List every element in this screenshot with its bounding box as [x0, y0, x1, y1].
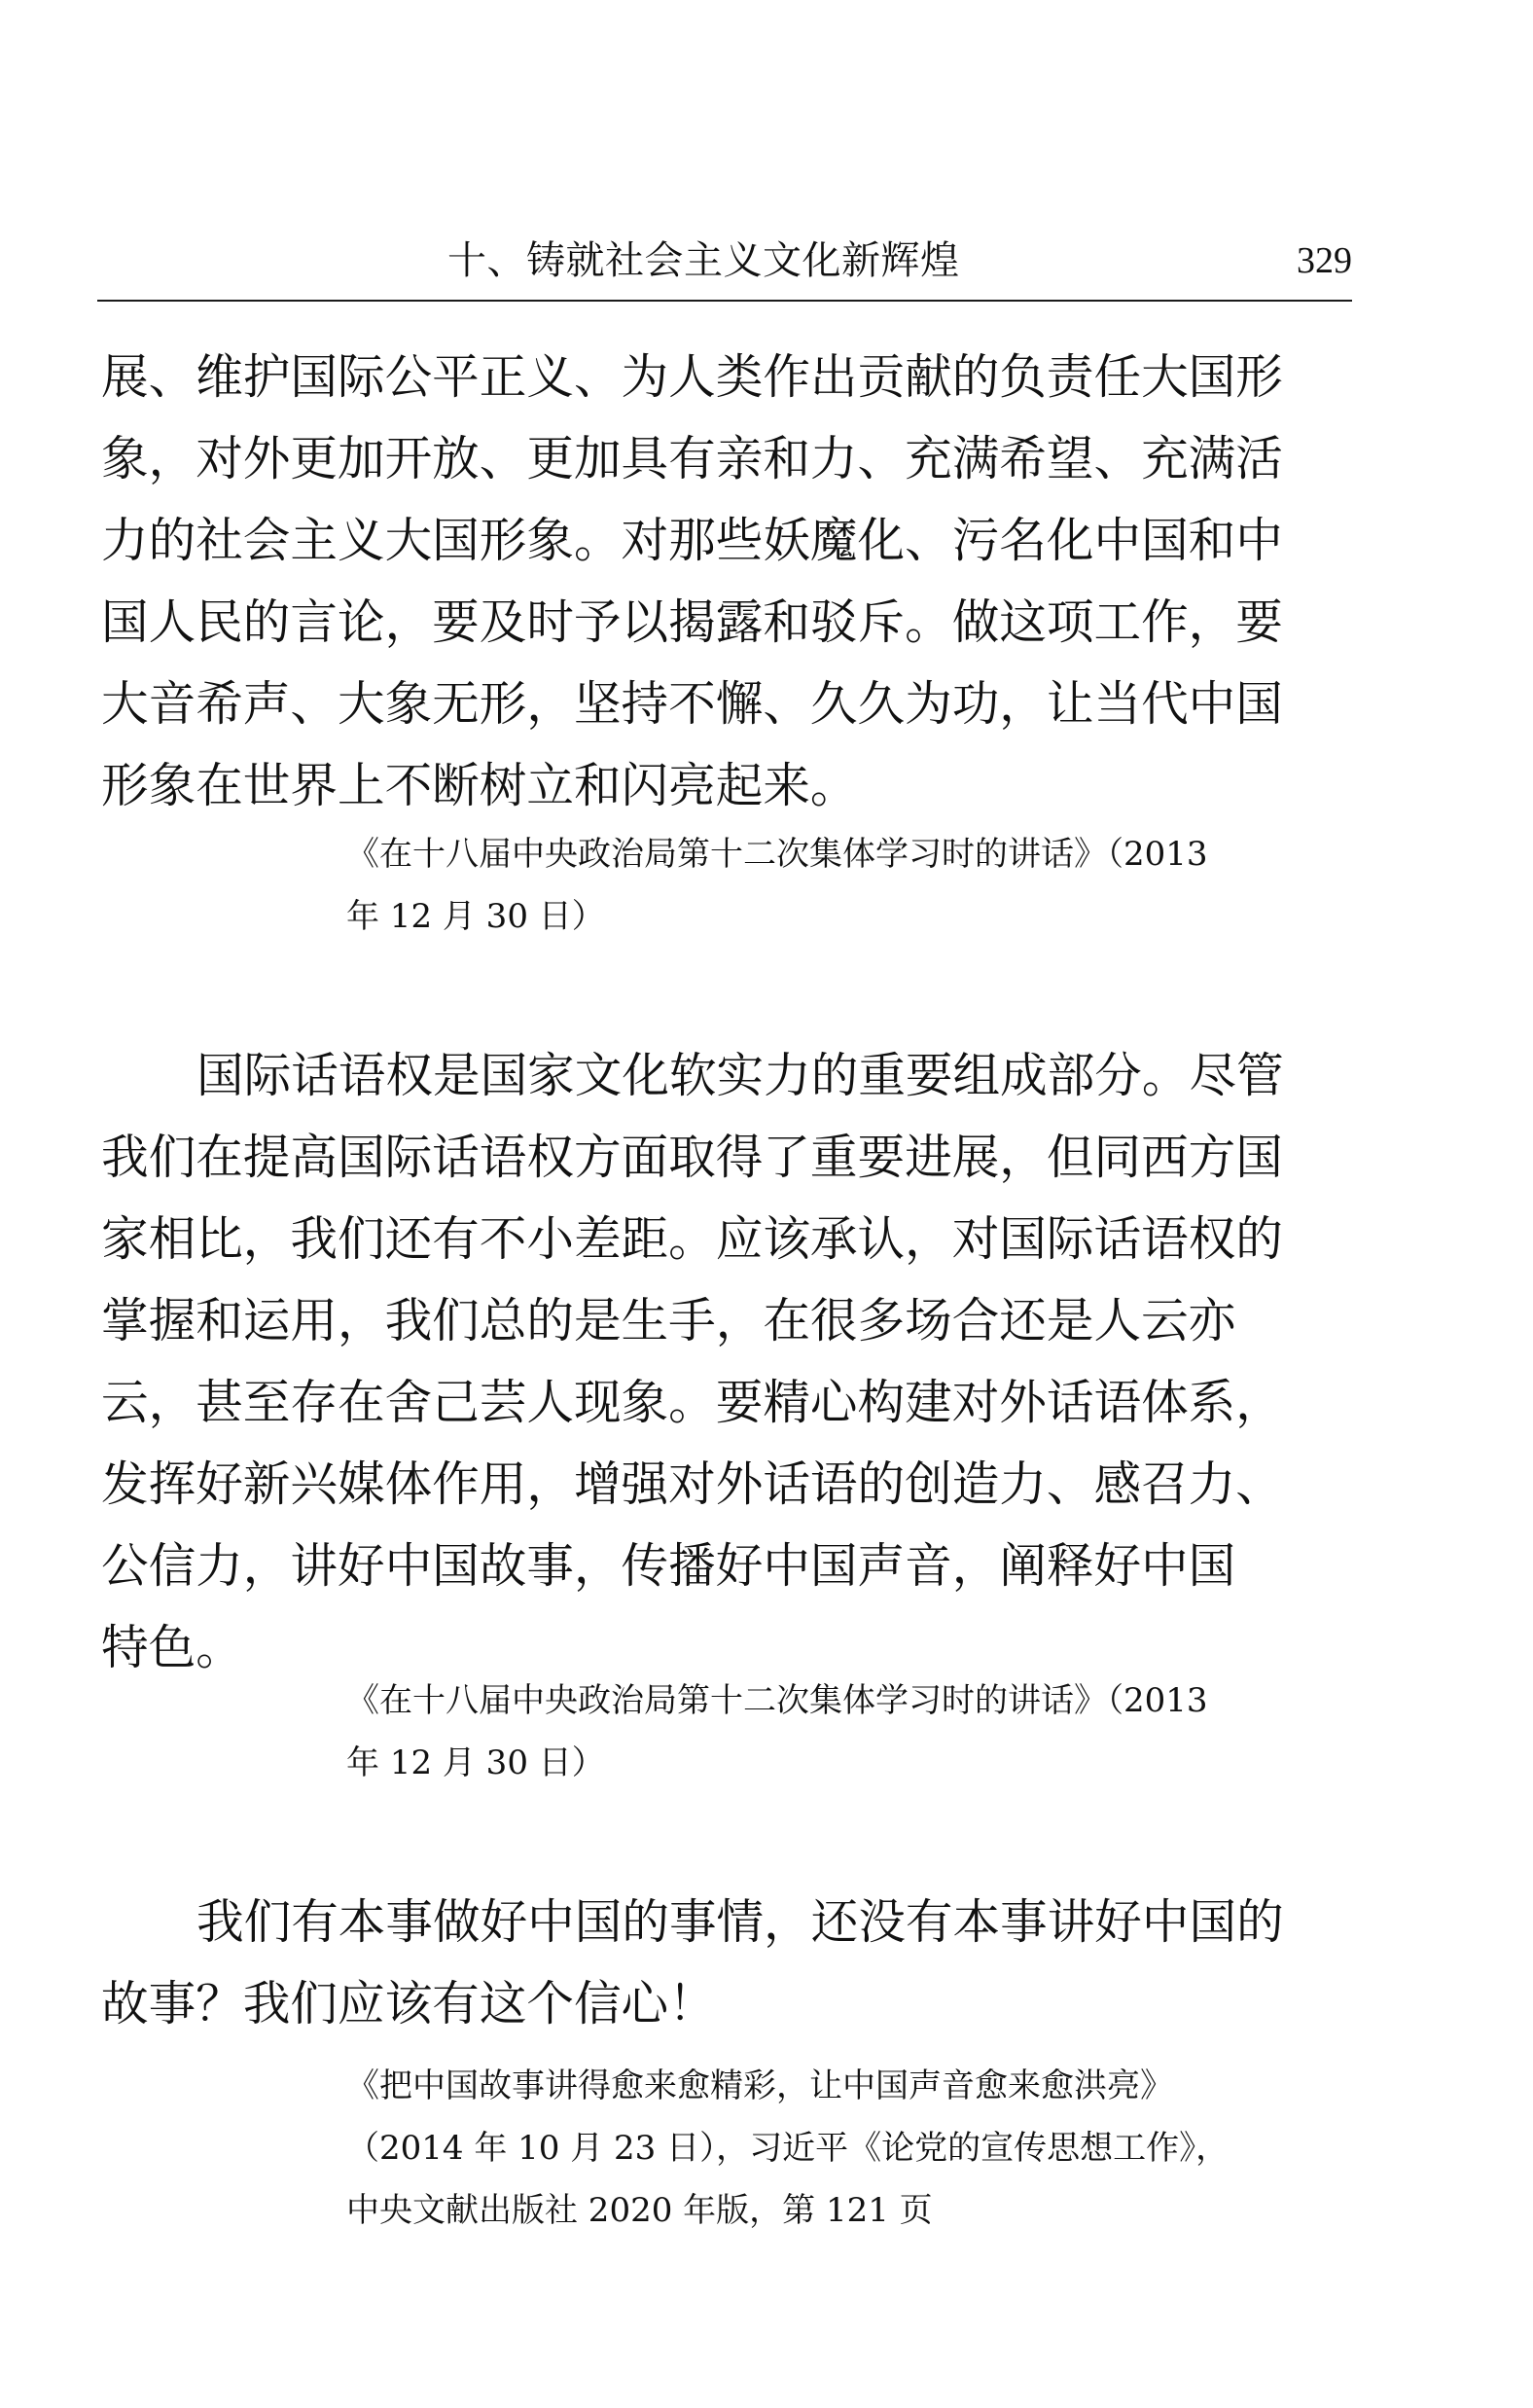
header-rule	[97, 300, 1352, 302]
text-line: 力的社会主义大国形象。对那些妖魔化、污名化中国和中	[101, 514, 1283, 568]
text-line: 大音希声、大象无形，坚持不懈、久久为功，让当代中国	[101, 677, 1283, 732]
text-line: 云，甚至存在舍己芸人现象。要精心构建对外话语体系，	[101, 1376, 1283, 1430]
text-line: 国际话语权是国家文化软实力的重要组成部分。尽管	[196, 1049, 1284, 1103]
citation-line: 年 12 月 30 日）	[346, 897, 605, 936]
passage-2-text	[101, 1035, 1348, 1689]
chapter-title: 十、铸就社会主义文化新辉煌	[447, 238, 960, 283]
text-line: 发挥好新兴媒体作用，增强对外话语的创造力、感召力、	[101, 1457, 1283, 1512]
text-line: 象，对外更加开放、更加具有亲和力、充满希望、充满活	[101, 432, 1283, 486]
citation-line: 中央文献出版社 2020 年版，第 121 页	[346, 2191, 933, 2230]
text-line: 公信力，讲好中国故事，传播好中国声音，阐释好中国	[101, 1539, 1236, 1594]
citation-line: 《在十八届中央政治局第十二次集体学习时的讲话》（2013	[346, 1681, 1208, 1720]
text-line: 形象在世界上不断树立和闪亮起来。	[101, 759, 858, 813]
passage-1-citation	[346, 823, 1358, 948]
citation-line: 《把中国故事讲得愈来愈精彩，让中国声音愈来愈洪亮》	[346, 2067, 1173, 2105]
citation-line: 年 12 月 30 日）	[346, 1743, 605, 1782]
passage-3-citation	[346, 2055, 1358, 2242]
text-line: 我们有本事做好中国的事情，还没有本事讲好中国的	[196, 1895, 1284, 1950]
passage-2-citation	[346, 1670, 1358, 1794]
citation-line: 《在十八届中央政治局第十二次集体学习时的讲话》（2013	[346, 835, 1208, 874]
text-line: 展、维护国际公平正义、为人类作出贡献的负责任大国形	[101, 350, 1283, 405]
text-line: 家相比，我们还有不小差距。应该承认，对国际话语权的	[101, 1212, 1283, 1267]
running-header	[97, 234, 1352, 304]
passage-1-text	[101, 337, 1348, 827]
text-line: 故事？我们应该有这个信心！	[101, 1977, 716, 2031]
text-line: 我们在提高国际话语权方面取得了重要进展，但同西方国	[101, 1131, 1283, 1185]
passage-3-text	[101, 1882, 1348, 2045]
text-line: 特色。	[101, 1621, 243, 1675]
text-line: 国人民的言论，要及时予以揭露和驳斥。做这项工作，要	[101, 595, 1283, 650]
text-line: 掌握和运用，我们总的是生手，在很多场合还是人云亦	[101, 1294, 1236, 1348]
page-number: 329	[1297, 240, 1352, 281]
citation-line: （2014 年 10 月 23 日），习近平《论党的宣传思想工作》，	[346, 2129, 1230, 2168]
